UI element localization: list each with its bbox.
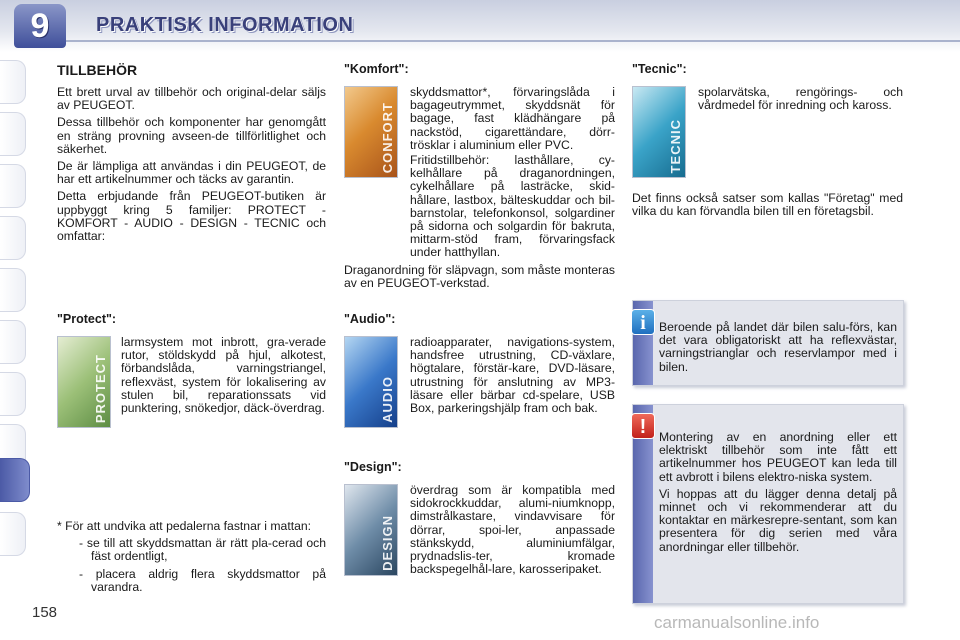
comfort-paragraph: Draganordning för släpvagn, som måste monteras av en PEUGEOT-verkstad. [344, 262, 615, 290]
watermark: carmanualsonline.info [654, 613, 820, 632]
audio-heading: "Audio": [344, 312, 396, 326]
tecnic-paragraph: spolarvätska, rengörings- och vårdmedel för inredning och kaross. [698, 85, 903, 113]
design-text: överdrag som är kompatibla med sidokrockkuddar, alumi-niumknopp, dimstrålkastare, vindavvisare för dörrar, spoi-ler, anpassade stänkskydd, aluminiumfälgar, prydnadslis-ter, kromade backspegelhål-lare, karosseripaket. [410, 483, 615, 577]
design-thumbnail-label: DESIGN [380, 515, 395, 571]
warning-box-text [659, 431, 897, 558]
page-title: PRAKTISK INFORMATION [96, 14, 354, 36]
footnote-item: - placera aldrig flera skyddsmattor på varandra. [79, 566, 326, 594]
comfort-paragraph: Fritidstillbehör: lasthållare, cy-kelhållare på draganordningen, cykelhållare på lasträcke, skid-hållare, lastbox, bälteskuddar och bil-barnstolar, telefonkonsol, solgardiner på sidorna och solgardin för bakruta, mittarm-stöd fram, förvaringsfack under hatthyllan. [410, 153, 615, 260]
intro-paragraph: Detta erbjudande från PEUGEOT-butiken är uppbyggt kring 5 familjer: PROTECT - KOMFORT - AUDIO - DESIGN - TECNIC och omfattar: [57, 189, 326, 244]
intro-paragraph: De är lämpliga att användas i din PEUGEOT, de har ett artikelnummer och täcks av garantin. [57, 159, 326, 187]
protect-thumbnail-label: PROTECT [93, 353, 108, 423]
tecnic-thumbnail [632, 86, 686, 178]
info-box [632, 300, 904, 386]
warning-paragraph: Montering av en anordning eller ett elektriskt tillbehör som inte fått ett artikelnummer hos PEUGEOT kan leda till ett avbrott i bilens elektro-niska system. [659, 430, 897, 484]
protect-thumbnail [57, 336, 111, 428]
intro-paragraph: Dessa tillbehör och komponenter har genomgått en sträng provning avseen-de tillförlitlighet och säkerhet. [57, 115, 326, 156]
design-thumbnail [344, 484, 398, 576]
intro-text [57, 86, 326, 247]
side-tab-active[interactable] [0, 458, 30, 502]
comfort-text-bottom [344, 154, 615, 294]
info-box-text: Beroende på landet där bilen salu-förs, kan det vara obligatoriskt att ha reflexvästar, varningstrianglar och reservlampor med i bilen. [659, 320, 897, 374]
side-tab[interactable] [0, 372, 26, 416]
tecnic-text-top [698, 86, 903, 116]
footnote-lead: * För att undvika att pedalerna fastnar i mattan: [57, 519, 312, 533]
tecnic-thumbnail-label: TECNIC [668, 118, 683, 173]
side-tab[interactable] [0, 112, 26, 156]
tecnic-heading: "Tecnic": [632, 62, 687, 76]
comfort-thumbnail-label: CONFORT [380, 101, 395, 173]
design-heading: "Design": [344, 460, 402, 474]
audio-text: radioapparater, navigations-system, handsfree utrustning, CD-växlare, högtalare, förstär-kare, DVD-läsare, utrustning för anslutning av MP3-läsare eller bärbar cd-spelare, USB Box, parkeringshjälp fram och bak. [410, 335, 615, 416]
side-tab[interactable] [0, 216, 26, 260]
audio-thumbnail [344, 336, 398, 428]
page-number: 158 [32, 604, 58, 621]
side-tab[interactable] [0, 164, 26, 208]
warning-box [632, 404, 904, 604]
protect-heading: "Protect": [57, 312, 117, 326]
side-tab[interactable] [0, 320, 26, 364]
comfort-text-top [410, 86, 615, 156]
protect-text: larmsystem mot inbrott, gra-verade rutor, stöldskydd på hjul, alkotest, förbandslåda, varningstriangel, reflexväst, system för lokalisering av stulen bil, reparationssats vid punktering, snökedjor, däck-överdrag. [121, 335, 326, 416]
side-tab[interactable] [0, 268, 26, 312]
info-icon: i [631, 309, 655, 335]
chapter-number-badge: 9 [14, 4, 66, 48]
footnote-item: - se till att skyddsmattan är rätt pla-cerad och fäst ordentligt, [79, 536, 326, 564]
warning-icon: ! [631, 413, 655, 439]
intro-paragraph: Ett brett urval av tillbehör och original-delar säljs av PEUGEOT. [57, 85, 326, 113]
tecnic-paragraph: Det finns också satser som kallas "Företag" med vilka du kan förvandla bilen till en företagsbil. [632, 191, 903, 219]
chapter-side-tabs [0, 56, 32, 576]
side-tab[interactable] [0, 60, 26, 104]
tecnic-text-bottom [632, 192, 903, 222]
comfort-paragraph: skyddsmattor*, förvaringslåda i bagageutrymmet, skyddsnät för bagage, fast klädhängare på nackstöd, cigarettändare, dörr-trösklar i aluminium eller PVC. [410, 85, 615, 152]
comfort-heading: "Komfort": [344, 62, 409, 76]
header-rule [60, 40, 960, 42]
side-tab[interactable] [0, 512, 26, 556]
warning-paragraph: Vi hoppas att du lägger denna detalj på minnet och vi rekommenderar att du kontaktar en märkesrepre-sentant, som kan presentera för dig serien med våra anordningar eller tillbehör. [659, 486, 897, 554]
footnote [57, 520, 326, 598]
section-heading: TILLBEHÖR [57, 62, 138, 78]
audio-thumbnail-label: AUDIO [380, 376, 395, 423]
